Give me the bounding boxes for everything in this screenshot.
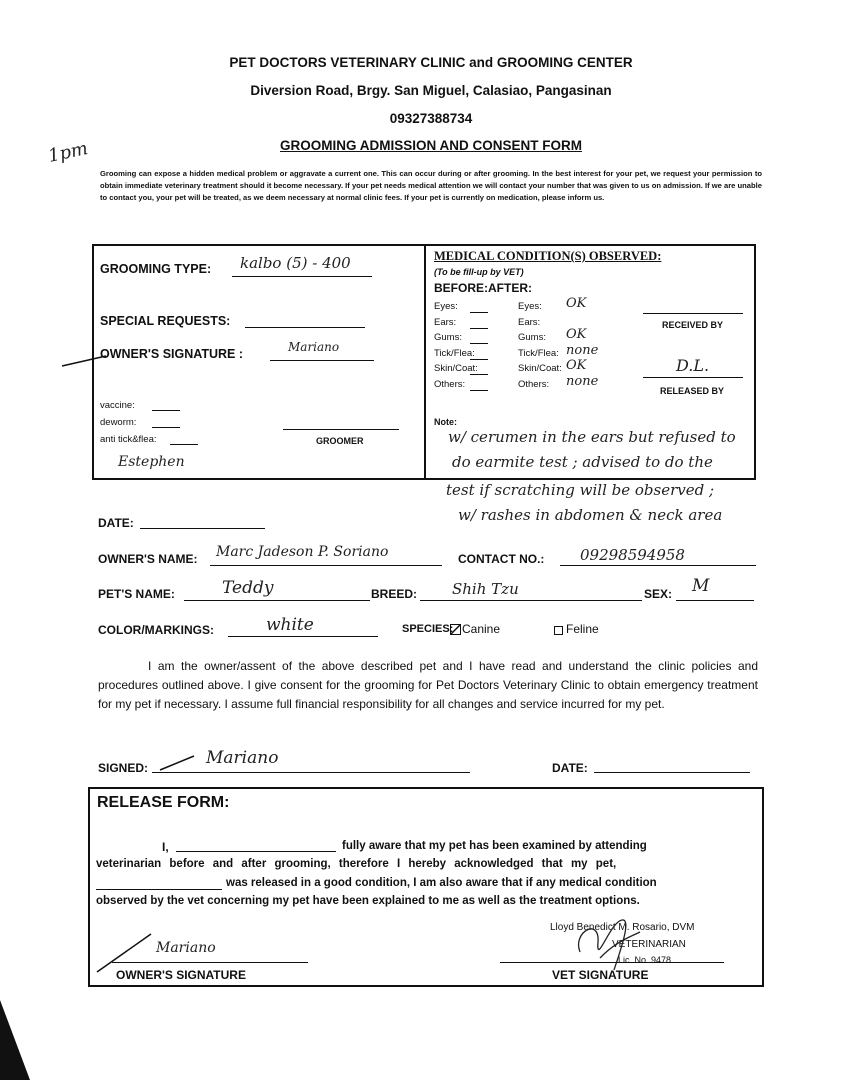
color-line — [228, 636, 378, 637]
note-line-3: test if scratching will be observed ; — [446, 481, 715, 499]
before-item: Skin/Coat: — [434, 363, 478, 374]
vet-signature-label: VET SIGNATURE — [552, 968, 649, 982]
consent-paragraph: I am the owner/assent of the above described pet and I have read and understand the clinic policies and procedures outlined above. I give consent for the grooming for Pet Doctors Veterinary Clinic to obtain emergency treatment for my pet if necessary. I assume full financial responsibility for all changes and service incurred for my pet. — [98, 659, 758, 711]
release-text-4: observed by the vet concerning my pet have been explained to me as well as the treatment options. — [96, 895, 640, 907]
special-requests-line — [245, 327, 365, 328]
groomer-value: Estephen — [118, 454, 185, 470]
groomer-label: GROOMER — [316, 436, 364, 446]
after-item: Others: — [518, 378, 550, 390]
groomer-line — [283, 429, 399, 430]
owner-signature-line — [270, 360, 374, 361]
after-item: Ears: — [518, 316, 541, 328]
form-title: GROOMING ADMISSION AND CONSENT FORM — [280, 138, 582, 153]
contact-label: CONTACT NO.: — [458, 552, 545, 566]
special-requests-label: SPECIAL REQUESTS: — [100, 314, 231, 328]
deworm-line — [152, 427, 180, 428]
breed-line — [420, 600, 642, 601]
after-item: Eyes: — [518, 301, 542, 312]
grooming-type-label: GROOMING TYPE: — [100, 262, 212, 276]
release-owner-line — [112, 962, 308, 963]
signed-date-line — [594, 772, 750, 773]
before-item: Gums: — [434, 332, 462, 343]
clinic-address: Diversion Road, Brgy. San Miguel, Calasiao, Pangasinan — [250, 83, 612, 98]
breed-label: BREED: — [371, 587, 418, 601]
release-text-1: fully aware that my pet has been examined by attending — [342, 840, 647, 852]
pet-name-line — [184, 600, 370, 601]
canine-checkbox[interactable] — [450, 624, 461, 635]
received-by-line — [643, 313, 743, 314]
release-text-2: veterinarian before and after grooming, therefore I hereby acknowledged that my pet, — [96, 858, 617, 870]
release-name-line — [176, 851, 336, 852]
pen-stroke-icon — [60, 350, 110, 370]
deworm-label: deworm: — [100, 417, 137, 428]
release-owner-signature-label: OWNER'S SIGNATURE — [116, 968, 246, 982]
medical-subtitle: (To be fill-up by VET) — [434, 267, 524, 277]
date-line — [140, 528, 265, 529]
after-item-value: OK — [566, 327, 587, 342]
before-label: BEFORE: — [434, 281, 488, 295]
after-item: Gums: — [518, 332, 546, 343]
received-by-label: RECEIVED BY — [662, 320, 724, 330]
note-line-2: do earmite test ; advised to do the — [452, 453, 713, 471]
after-item: Skin/Coat: — [518, 363, 562, 374]
after-item-value: none — [566, 373, 599, 389]
before-item-line — [470, 374, 488, 375]
before-item-line — [470, 359, 488, 360]
before-item-line — [470, 328, 488, 329]
sex-label: SEX: — [644, 587, 673, 601]
signed-label: SIGNED: — [98, 761, 149, 775]
vaccine-label: vaccine: — [100, 400, 135, 411]
anti-tick-label: anti tick&flea: — [100, 434, 157, 445]
grooming-type-line — [232, 276, 372, 277]
color-label: COLOR/MARKINGS: — [98, 623, 214, 637]
release-text-3: was released in a good condition, I am also aware that if any medical condition — [226, 877, 657, 889]
margin-note: 1pm — [46, 138, 90, 167]
before-item: Eyes: — [434, 301, 458, 312]
contact-line — [560, 565, 756, 566]
before-item: Ears: — [434, 316, 457, 328]
canine-label: Canine — [462, 622, 501, 636]
release-owner-signature-value: Mariano — [156, 940, 216, 956]
after-item-value: OK — [566, 296, 587, 311]
owner-name-value: Marc Jadeson P. Soriano — [216, 544, 389, 560]
after-item: Tick/Flea: — [518, 347, 559, 359]
released-by-label: RELEASED BY — [660, 386, 725, 396]
after-item-value: OK — [566, 358, 587, 373]
anti-tick-line — [170, 444, 198, 445]
released-by-line — [643, 377, 743, 378]
medical-title: MEDICAL CONDITION(S) OBSERVED: — [434, 249, 662, 263]
note-label: Note: — [434, 417, 457, 427]
grooming-type-value: kalbo (5) - 400 — [240, 254, 351, 272]
before-item: Tick/Flea: — [434, 347, 475, 359]
released-by-value: D.L. — [676, 356, 710, 375]
note-line-4: w/ rashes in abdomen & neck area — [458, 506, 723, 524]
pet-name-value: Teddy — [222, 578, 274, 598]
clinic-phone: 09327388734 — [389, 111, 473, 126]
sex-line — [676, 600, 754, 601]
sex-value: M — [692, 576, 710, 596]
page-corner-shadow — [0, 1000, 40, 1080]
vet-name: Lloyd Benedict M. Rosario, DVM — [550, 922, 695, 933]
signed-value: Mariano — [206, 748, 279, 768]
date-label: DATE: — [98, 516, 134, 530]
feline-checkbox[interactable] — [554, 626, 563, 635]
release-i-label: I, — [162, 840, 169, 854]
vet-license: Lic. No. 9478 — [618, 955, 672, 965]
vet-signature-line — [500, 962, 724, 963]
after-item-value: none — [566, 342, 599, 358]
before-item-line — [470, 343, 488, 344]
feline-label: Feline — [566, 622, 599, 636]
after-label: AFTER: — [488, 281, 532, 295]
owner-name-line — [210, 565, 442, 566]
pen-stroke-icon — [158, 752, 198, 772]
color-value: white — [266, 615, 314, 635]
before-item: Others: — [434, 378, 466, 390]
owner-signature-label: OWNER'S SIGNATURE : — [100, 347, 244, 361]
before-item-line — [470, 312, 488, 313]
signed-date-label: DATE: — [552, 761, 588, 775]
species-label: SPECIES: — [402, 623, 454, 635]
breed-value: Shih Tzu — [452, 580, 519, 598]
signed-line — [152, 772, 470, 773]
owner-name-label: OWNER'S NAME: — [98, 552, 198, 566]
vaccine-line — [152, 410, 180, 411]
before-item-line — [470, 390, 488, 391]
release-pet-line — [96, 889, 222, 890]
intro-paragraph: Grooming can expose a hidden medical problem or aggravate a current one. This can occur during or after grooming. In the best interest for your pet, we request your permission to obtain immediate veterinary treatment should it become necessary. If your pet needs medical attention we will contact your number that was given to us on admission. If we are unable to contact you, your pet will be treated, as we deem necessary at normal clinic fees. If your pet is currently on medication, please inform us. — [100, 169, 762, 202]
clinic-name: PET DOCTORS VETERINARY CLINIC and GROOMING CENTER — [229, 55, 633, 70]
pet-name-label: PET'S NAME: — [98, 587, 175, 601]
contact-value: 09298594958 — [580, 546, 685, 564]
release-title: RELEASE FORM: — [97, 794, 230, 811]
owner-signature-value: Mariano — [288, 340, 340, 354]
vet-title: VETERINARIAN — [612, 939, 686, 950]
note-line-1: w/ cerumen in the ears but refused to — [448, 428, 736, 446]
